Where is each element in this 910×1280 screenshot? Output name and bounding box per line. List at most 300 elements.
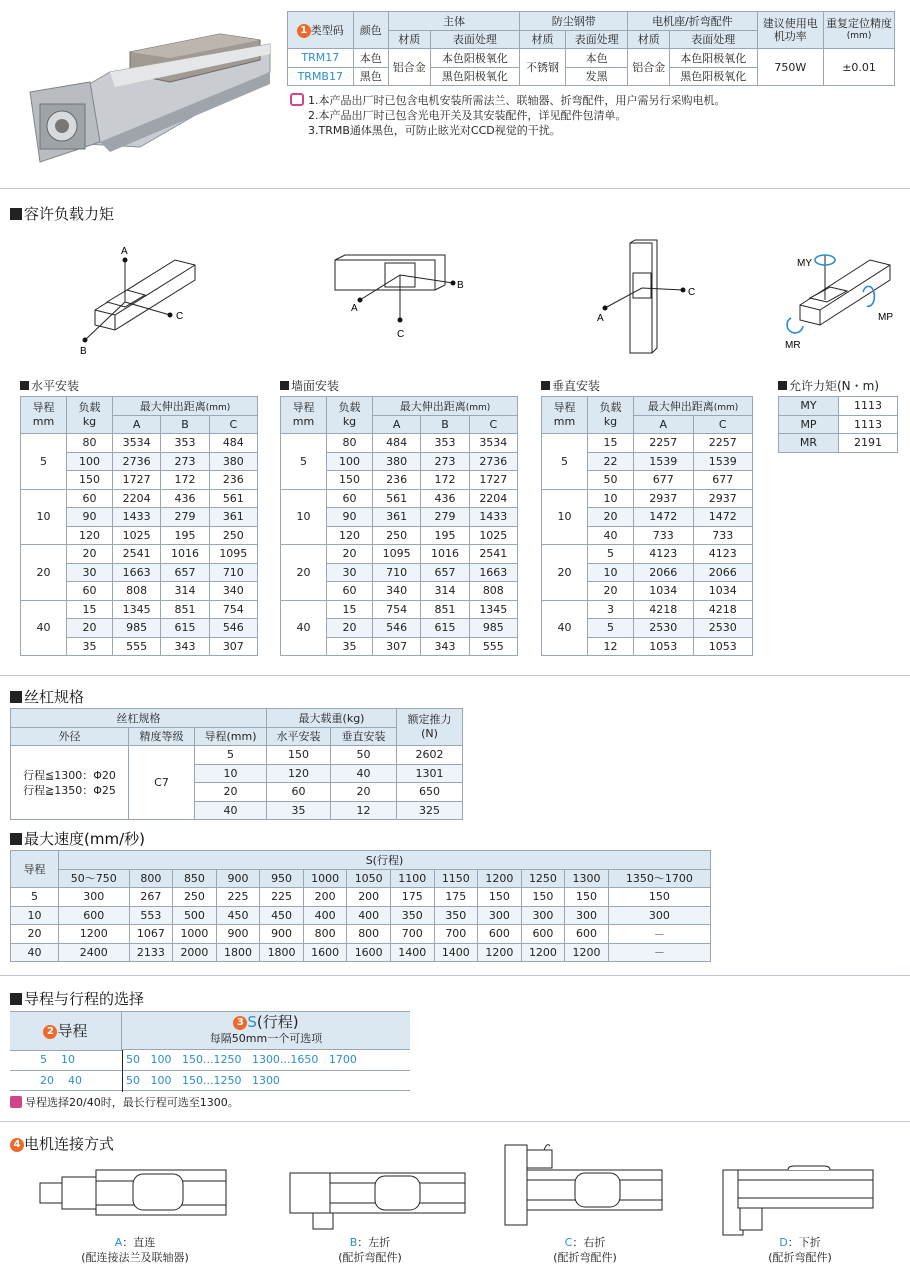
stroke-column: 50～750 xyxy=(59,869,130,888)
speed-value: 300 xyxy=(565,906,609,925)
cell-value: 15 xyxy=(588,434,634,453)
speed-value: 1067 xyxy=(129,925,173,944)
speed-value: 450 xyxy=(260,906,304,925)
speed-value: 1200 xyxy=(478,943,522,962)
cell-value: 20 xyxy=(327,545,373,564)
moment-name: MR xyxy=(779,434,839,453)
seat-material: 铝合金 xyxy=(628,49,670,86)
horizontal-value: 60 xyxy=(267,783,331,802)
cell-value: 561 xyxy=(373,489,421,508)
body-surface: 本色阳极氧化 xyxy=(430,49,520,68)
cell-value: 40 xyxy=(588,526,634,545)
column-a: A xyxy=(373,415,421,434)
speed-value: 450 xyxy=(216,906,260,925)
speed-value: 600 xyxy=(478,925,522,944)
cell-value: 1539 xyxy=(634,452,694,471)
section-title-stroke: 导程与行程的选择 xyxy=(10,989,144,1009)
column-c: C xyxy=(693,415,753,434)
speed-value: 175 xyxy=(434,888,478,907)
body-material: 铝合金 xyxy=(388,49,430,86)
speed-value: 800 xyxy=(347,925,391,944)
lead-value: 20 xyxy=(281,545,327,601)
moment-value: 2191 xyxy=(839,434,898,453)
label-mp: MP xyxy=(878,312,893,323)
note-line: 3.TRMB通体黑色，可防止眩光对CCD视觉的干扰。 xyxy=(308,124,561,137)
vertical-mount-diagram xyxy=(595,238,705,358)
horizontal-value: 150 xyxy=(267,746,331,765)
label-my: MY xyxy=(797,258,812,269)
lead-value: 20 xyxy=(195,783,267,802)
motor-b-caption: B：左折 (配折弯配件) xyxy=(338,1236,402,1264)
lead-label: 导程 xyxy=(292,401,315,414)
stroke-column: 1200 xyxy=(478,869,522,888)
cell-value: 195 xyxy=(161,526,209,545)
speed-value: 500 xyxy=(173,906,217,925)
cell-value: 561 xyxy=(209,489,257,508)
cell-value: 1663 xyxy=(469,563,517,582)
cell-value: 2204 xyxy=(469,489,517,508)
cell-value: 172 xyxy=(421,471,469,490)
belt-header: 防尘钢带 xyxy=(520,12,628,31)
motor-right-fold-diagram xyxy=(500,1135,665,1230)
motor-d-caption: D：下折 (配折弯配件) xyxy=(768,1236,832,1264)
stroke-column: 950 xyxy=(260,869,304,888)
cell-value: 150 xyxy=(67,471,113,490)
note-icon xyxy=(290,93,304,106)
cell-value: 340 xyxy=(209,582,257,601)
cell-value: 484 xyxy=(373,434,421,453)
stroke-row-leads: 5 10 xyxy=(40,1053,75,1066)
label-c: C xyxy=(688,287,696,298)
stroke-row-leads: 20 40 xyxy=(40,1074,82,1087)
cell-value: 2257 xyxy=(693,434,753,453)
moment-name: MY xyxy=(779,397,839,416)
speed-value: 1600 xyxy=(347,943,391,962)
cell-value: 2541 xyxy=(113,545,161,564)
speed-value: 1800 xyxy=(216,943,260,962)
speed-value: 1200 xyxy=(59,925,130,944)
speed-table xyxy=(10,850,711,962)
speed-value: 1000 xyxy=(173,925,217,944)
cell-value: 546 xyxy=(209,619,257,638)
speed-value: 1400 xyxy=(390,943,434,962)
cell-value: 10 xyxy=(588,489,634,508)
speed-value: 225 xyxy=(216,888,260,907)
lead-value: 20 xyxy=(11,925,59,944)
cell-value: 555 xyxy=(113,637,161,656)
speed-value: 600 xyxy=(59,906,130,925)
product-spec-table xyxy=(287,11,895,86)
product-notes xyxy=(290,93,890,138)
cell-value: 657 xyxy=(161,563,209,582)
cell-value: 15 xyxy=(327,600,373,619)
subtitle-vertical: 垂直安装 xyxy=(541,378,600,394)
label-a: A xyxy=(121,246,128,257)
cell-value: 754 xyxy=(373,600,421,619)
vertical-value: 20 xyxy=(331,783,397,802)
stroke-row-values: 50 100 150...1250 1300...1650 1700 xyxy=(126,1053,357,1066)
cell-value: 15 xyxy=(67,600,113,619)
lead-header: 2 导程 xyxy=(10,1012,122,1050)
rated-thrust-unit: (N) xyxy=(421,727,438,740)
lead-value: 40 xyxy=(542,600,588,656)
lead-header xyxy=(281,397,327,434)
lead-value: 40 xyxy=(195,801,267,820)
stroke-column: 1300 xyxy=(565,869,609,888)
speed-value: 2000 xyxy=(173,943,217,962)
lead-unit: mm xyxy=(292,415,315,428)
column-c: C xyxy=(209,415,257,434)
vertical-value: 50 xyxy=(331,746,397,765)
cell-value: 20 xyxy=(327,619,373,638)
power-header: 建议使用电机功率 xyxy=(757,12,824,49)
speed-value: － xyxy=(608,943,710,962)
cell-value: 808 xyxy=(469,582,517,601)
cell-value: 5 xyxy=(588,619,634,638)
speed-value: 150 xyxy=(565,888,609,907)
cell-value: 361 xyxy=(373,508,421,527)
speed-value: 700 xyxy=(434,925,478,944)
belt-material: 不锈钢 xyxy=(520,49,566,86)
cell-value: 120 xyxy=(327,526,373,545)
warning-icon xyxy=(10,1096,22,1108)
body-header: 主体 xyxy=(388,12,519,31)
cell-value: 677 xyxy=(693,471,753,490)
cell-value: 733 xyxy=(634,526,694,545)
speed-value: 200 xyxy=(347,888,391,907)
load-unit: kg xyxy=(342,415,357,428)
cell-value: 60 xyxy=(327,489,373,508)
vertical-load-table xyxy=(541,396,753,656)
cell-value: 22 xyxy=(588,452,634,471)
moment-value: 1113 xyxy=(839,397,898,416)
speed-value: － xyxy=(608,925,710,944)
cell-value: 4123 xyxy=(634,545,694,564)
horizontal-value: 35 xyxy=(267,801,331,820)
cell-value: 100 xyxy=(67,452,113,471)
cell-value: 273 xyxy=(161,452,209,471)
cell-value: 236 xyxy=(209,471,257,490)
distance-header xyxy=(373,397,518,416)
lead-value: 20 xyxy=(21,545,67,601)
cell-value: 35 xyxy=(67,637,113,656)
cell-value: 1016 xyxy=(421,545,469,564)
rated-value: 325 xyxy=(397,801,463,820)
vertical-value: 40 xyxy=(331,764,397,783)
load-label: 负载 xyxy=(599,401,622,414)
cell-value: 172 xyxy=(161,471,209,490)
lead-value: 5 xyxy=(195,746,267,765)
speed-value: 150 xyxy=(608,888,710,907)
speed-value: 900 xyxy=(216,925,260,944)
speed-value: 600 xyxy=(565,925,609,944)
od-header: 外径 xyxy=(11,727,129,746)
distance-unit: (mm) xyxy=(465,402,491,413)
speed-value: 300 xyxy=(478,906,522,925)
stroke-column: 1350～1700 xyxy=(608,869,710,888)
cell-value: 1727 xyxy=(113,471,161,490)
cell-value: 195 xyxy=(421,526,469,545)
cell-value: 1345 xyxy=(469,600,517,619)
motor-down-fold-diagram xyxy=(718,1160,878,1240)
cell-value: 80 xyxy=(327,434,373,453)
motor-c-caption: C：右折 (配折弯配件) xyxy=(553,1236,617,1264)
cell-value: 250 xyxy=(373,526,421,545)
rated-value: 1301 xyxy=(397,764,463,783)
vertical-header: 垂直安装 xyxy=(331,727,397,746)
cell-value: 279 xyxy=(161,508,209,527)
horizontal-header: 水平安装 xyxy=(267,727,331,746)
cell-value: 380 xyxy=(209,452,257,471)
cell-value: 2937 xyxy=(693,489,753,508)
moment-name: MP xyxy=(779,415,839,434)
type-code-trm17: TRM17 xyxy=(288,49,354,68)
cell-value: 361 xyxy=(209,508,257,527)
cell-value: 120 xyxy=(67,526,113,545)
label-c: C xyxy=(397,329,405,340)
wall-mount-diagram xyxy=(325,245,475,345)
cell-value: 236 xyxy=(373,471,421,490)
seat-surface: 黑色阳极氧化 xyxy=(670,67,757,86)
load-header xyxy=(327,397,373,434)
cell-value: 1345 xyxy=(113,600,161,619)
lead-header: 导程(mm) xyxy=(195,727,267,746)
precision-unit: (mm) xyxy=(846,31,872,41)
cell-value: 1539 xyxy=(693,452,753,471)
speed-value: 800 xyxy=(303,925,347,944)
cell-value: 50 xyxy=(588,471,634,490)
cell-value: 380 xyxy=(373,452,421,471)
cell-value: 4123 xyxy=(693,545,753,564)
cell-value: 436 xyxy=(421,489,469,508)
cell-value: 60 xyxy=(67,489,113,508)
label-b: B xyxy=(457,280,464,291)
moment-diagram xyxy=(775,240,900,355)
lead-value: 5 xyxy=(281,434,327,490)
speed-value: 300 xyxy=(608,906,710,925)
cell-value: 20 xyxy=(588,582,634,601)
lead-value: 40 xyxy=(21,600,67,656)
cell-value: 90 xyxy=(327,508,373,527)
cell-value: 851 xyxy=(421,600,469,619)
body-surface: 黑色阳极氧化 xyxy=(430,67,520,86)
cell-value: 4218 xyxy=(693,600,753,619)
speed-value: 2400 xyxy=(59,943,130,962)
cell-value: 2530 xyxy=(693,619,753,638)
distance-header xyxy=(634,397,753,416)
cell-value: 2937 xyxy=(634,489,694,508)
cell-value: 353 xyxy=(161,434,209,453)
motor-left-fold-diagram xyxy=(285,1165,470,1235)
od-value: 行程≦1300：Φ20 xyxy=(23,768,116,782)
column-b: B xyxy=(161,415,209,434)
stroke-note: 导程选择20/40时，最长行程可选至1300。 xyxy=(10,1095,239,1110)
cell-value: 754 xyxy=(209,600,257,619)
section-title-load: 容许负载力矩 xyxy=(10,204,114,224)
cell-value: 1053 xyxy=(693,637,753,656)
cell-value: 2736 xyxy=(469,452,517,471)
speed-value: 1800 xyxy=(260,943,304,962)
speed-value: 1400 xyxy=(434,943,478,962)
cell-value: 12 xyxy=(588,637,634,656)
cell-value: 60 xyxy=(327,582,373,601)
load-unit: kg xyxy=(82,415,97,428)
lead-unit: mm xyxy=(553,415,576,428)
cell-value: 2541 xyxy=(469,545,517,564)
cell-value: 250 xyxy=(209,526,257,545)
distance-unit: (mm) xyxy=(713,402,739,413)
cell-value: 1663 xyxy=(113,563,161,582)
label-mr: MR xyxy=(785,340,801,351)
color-value: 黑色 xyxy=(353,67,388,86)
badge-1: 1 xyxy=(297,24,311,38)
cell-value: 615 xyxy=(161,619,209,638)
cell-value: 314 xyxy=(161,582,209,601)
section-title-speed: 最大速度(mm/秒) xyxy=(10,829,145,849)
material-header: 材质 xyxy=(388,30,430,49)
speed-value: 150 xyxy=(521,888,565,907)
load-label: 负载 xyxy=(338,401,361,414)
cell-value: 307 xyxy=(209,637,257,656)
stroke-header: S(行程) xyxy=(59,851,711,870)
type-code-header: 类型码 xyxy=(310,24,344,37)
distance-label: 最大伸出距离 xyxy=(647,399,714,413)
lead-value: 20 xyxy=(542,545,588,601)
power-value: 750W xyxy=(757,49,824,86)
cell-value: 1025 xyxy=(469,526,517,545)
cell-value: 2736 xyxy=(113,452,161,471)
load-header xyxy=(67,397,113,434)
cell-value: 4218 xyxy=(634,600,694,619)
speed-value: 300 xyxy=(521,906,565,925)
load-unit: kg xyxy=(603,415,618,428)
cell-value: 10 xyxy=(588,563,634,582)
stroke-table xyxy=(10,1011,410,1091)
material-header: 材质 xyxy=(628,30,670,49)
horizontal-load-table xyxy=(20,396,258,656)
surface-header: 表面处理 xyxy=(430,30,520,49)
type-code-trmb17: TRMB17 xyxy=(288,67,354,86)
stroke-column: 1150 xyxy=(434,869,478,888)
speed-value: 225 xyxy=(260,888,304,907)
rated-thrust-header: 额定推力 xyxy=(407,713,452,726)
precision-value: ±0.01 xyxy=(824,49,895,86)
cell-value: 733 xyxy=(693,526,753,545)
cell-value: 657 xyxy=(421,563,469,582)
color-value: 本色 xyxy=(353,49,388,68)
cell-value: 3534 xyxy=(469,434,517,453)
cell-value: 1727 xyxy=(469,471,517,490)
cell-value: 343 xyxy=(421,637,469,656)
speed-value: 1600 xyxy=(303,943,347,962)
stroke-column: 1050 xyxy=(347,869,391,888)
screw-spec-table xyxy=(10,708,463,820)
lead-label: 导程 xyxy=(32,401,55,414)
lead-value: 5 xyxy=(11,888,59,907)
belt-surface: 发黑 xyxy=(565,67,627,86)
cell-value: 314 xyxy=(421,582,469,601)
cell-value: 1095 xyxy=(373,545,421,564)
stroke-column: 1100 xyxy=(390,869,434,888)
motor-a-caption: A：直连 (配连接法兰及联轴器) xyxy=(81,1236,189,1264)
distance-label: 最大伸出距离 xyxy=(139,399,206,413)
load-label: 负载 xyxy=(78,401,101,414)
stroke-column: 1000 xyxy=(303,869,347,888)
cell-value: 985 xyxy=(113,619,161,638)
lead-value: 5 xyxy=(21,434,67,490)
cell-value: 307 xyxy=(373,637,421,656)
cell-value: 20 xyxy=(67,545,113,564)
lead-unit: mm xyxy=(32,415,55,428)
cell-value: 677 xyxy=(634,471,694,490)
column-a: A xyxy=(113,415,161,434)
material-header: 材质 xyxy=(520,30,566,49)
cell-value: 150 xyxy=(327,471,373,490)
speed-value: 400 xyxy=(303,906,347,925)
cell-value: 20 xyxy=(67,619,113,638)
cell-value: 90 xyxy=(67,508,113,527)
cell-value: 2066 xyxy=(693,563,753,582)
note-line: 2.本产品出厂时已包含光电开关及其安装配件，详见配件包清单。 xyxy=(308,109,627,122)
cell-value: 340 xyxy=(373,582,421,601)
speed-value: 600 xyxy=(521,925,565,944)
speed-value: 200 xyxy=(303,888,347,907)
cell-value: 1034 xyxy=(634,582,694,601)
cell-value: 546 xyxy=(373,619,421,638)
stroke-column: 1250 xyxy=(521,869,565,888)
cell-value: 1433 xyxy=(113,508,161,527)
cell-value: 2066 xyxy=(634,563,694,582)
speed-value: 350 xyxy=(434,906,478,925)
cell-value: 710 xyxy=(209,563,257,582)
grade-value: C7 xyxy=(129,746,195,820)
rated-value: 650 xyxy=(397,783,463,802)
cell-value: 30 xyxy=(327,563,373,582)
surface-header: 表面处理 xyxy=(670,30,757,49)
cell-value: 710 xyxy=(373,563,421,582)
speed-value: 900 xyxy=(260,925,304,944)
vertical-value: 12 xyxy=(331,801,397,820)
motor-direct-diagram xyxy=(38,1165,228,1225)
stroke-column: 800 xyxy=(129,869,173,888)
screw-spec-header: 丝杠规格 xyxy=(11,709,267,728)
cell-value: 436 xyxy=(161,489,209,508)
cell-value: 80 xyxy=(67,434,113,453)
speed-value: 1200 xyxy=(521,943,565,962)
lead-value: 10 xyxy=(542,489,588,545)
cell-value: 851 xyxy=(161,600,209,619)
speed-value: 2133 xyxy=(129,943,173,962)
cell-value: 1025 xyxy=(113,526,161,545)
subtitle-moment: 允许力矩(N・m) xyxy=(778,378,879,394)
lead-header: 导程 xyxy=(11,851,59,888)
speed-value: 1200 xyxy=(565,943,609,962)
cell-value: 1433 xyxy=(469,508,517,527)
lead-header xyxy=(21,397,67,434)
label-a: A xyxy=(597,313,604,324)
lead-label: 导程 xyxy=(553,401,576,414)
label-c: C xyxy=(176,311,184,322)
stroke-column: 900 xyxy=(216,869,260,888)
cell-value: 1016 xyxy=(161,545,209,564)
cell-value: 100 xyxy=(327,452,373,471)
label-b: B xyxy=(80,346,87,357)
cell-value: 60 xyxy=(67,582,113,601)
max-load-header: 最大载重(kg) xyxy=(267,709,397,728)
stroke-row-values: 50 100 150...1250 1300 xyxy=(126,1074,280,1087)
subtitle-horizontal: 水平安装 xyxy=(20,378,79,394)
lead-value: 40 xyxy=(11,943,59,962)
